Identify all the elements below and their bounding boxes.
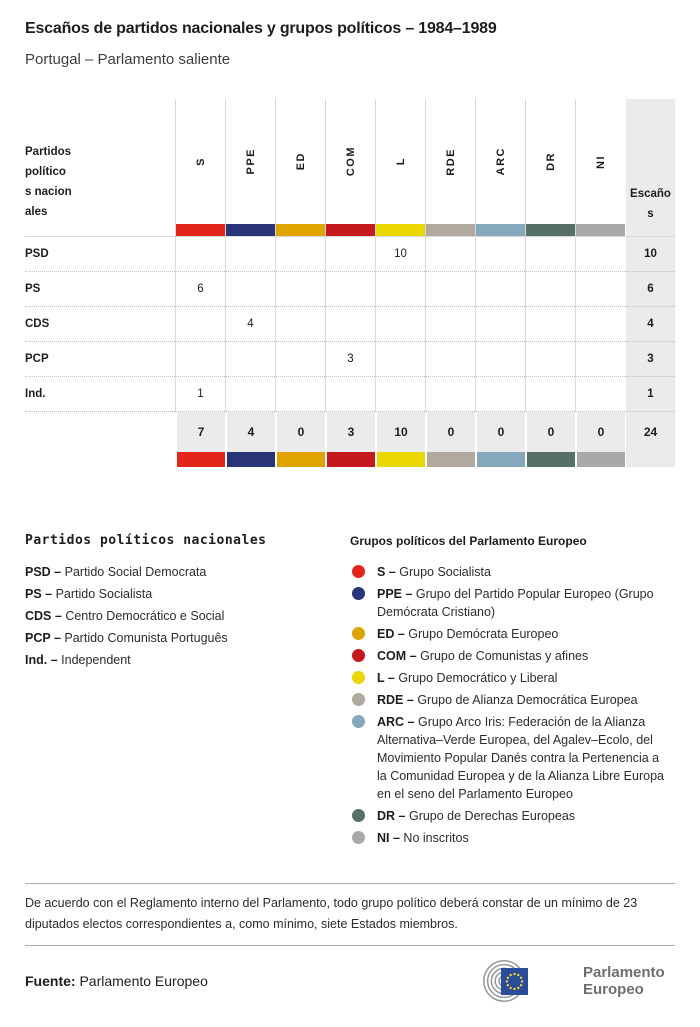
table-cell xyxy=(575,237,625,272)
table-cell xyxy=(525,307,575,342)
page-title: Escaños de partidos nacionales y grupos políticos – 1984–1989 xyxy=(25,20,497,37)
legend-party-item: Ind. – Independent xyxy=(25,653,131,667)
total-cell-dr: 0 xyxy=(525,412,575,452)
legend-group-item: ARC – Grupo Arco Iris: Federación de la Alianza Alternativa–Verde Europea, del Agalev–Ecolo, del Movimiento Popular Danés contra la Pertenencia a la Comunidad Europea y de la Alianza Libre Europa en el seno del Parlamento Europeo xyxy=(350,713,675,803)
bottom-bar-ppe xyxy=(225,452,275,467)
table-cell: 3 xyxy=(325,342,375,377)
source-row xyxy=(25,958,675,1004)
legend-dot-arc xyxy=(352,715,365,728)
column-header-ed: ED xyxy=(275,99,325,237)
total-cell-ppe: 4 xyxy=(225,412,275,452)
legend-dot-ni xyxy=(352,831,365,844)
column-header-arc: ARC xyxy=(475,99,525,237)
table-cell xyxy=(475,342,525,377)
table-cell xyxy=(275,377,325,412)
color-bar-rde xyxy=(426,224,475,236)
table-cell xyxy=(525,342,575,377)
bottom-bar-dr xyxy=(525,452,575,467)
table-cell xyxy=(425,307,475,342)
seats-cell: 1 xyxy=(625,377,675,412)
totals-row-spacer xyxy=(25,412,175,452)
table-cell xyxy=(575,307,625,342)
seats-cell: 6 xyxy=(625,272,675,307)
party-label: CDS xyxy=(25,307,175,342)
column-header-rde: RDE xyxy=(425,99,475,237)
party-label: PCP xyxy=(25,342,175,377)
legend-group-item: L – Grupo Democrático y Liberal xyxy=(350,669,675,687)
table-cell xyxy=(175,342,225,377)
eu-flag xyxy=(501,968,528,995)
table-cell xyxy=(275,237,325,272)
source-label: Fuente: xyxy=(25,973,76,989)
legend-group-item: PPE – Grupo del Partido Popular Europeo (Grupo Demócrata Cristiano) xyxy=(350,585,675,621)
legend-groups-heading: Grupos políticos del Parlamento Europeo xyxy=(350,534,587,548)
total-cell-ni: 0 xyxy=(575,412,625,452)
table-cell xyxy=(175,307,225,342)
table-cell xyxy=(375,377,425,412)
bottom-bar-com xyxy=(325,452,375,467)
column-header-ni: NI xyxy=(575,99,625,237)
table-cell xyxy=(325,377,375,412)
table-cell: 1 xyxy=(175,377,225,412)
infographic-page xyxy=(0,20,700,1004)
legend-group-item: NI – No inscritos xyxy=(350,829,675,847)
legend-political-groups xyxy=(350,533,675,851)
seats-table xyxy=(25,99,675,467)
table-cell xyxy=(475,377,525,412)
table-cell xyxy=(225,342,275,377)
legend-national-parties xyxy=(25,533,350,851)
table-cell xyxy=(525,237,575,272)
table-cell xyxy=(225,377,275,412)
table-cell xyxy=(525,272,575,307)
color-bar-dr xyxy=(526,224,575,236)
table-cell xyxy=(425,342,475,377)
bottom-bar-rde xyxy=(425,452,475,467)
total-cell-arc: 0 xyxy=(475,412,525,452)
table-cell xyxy=(325,272,375,307)
color-bar-ed xyxy=(276,224,325,236)
legend-group-item: RDE – Grupo de Alianza Democrática Europea xyxy=(350,691,675,709)
total-cell-l: 10 xyxy=(375,412,425,452)
table-cell xyxy=(325,237,375,272)
total-cell-com: 3 xyxy=(325,412,375,452)
legend-dot-rde xyxy=(352,693,365,706)
table-cell xyxy=(575,377,625,412)
divider xyxy=(25,945,675,946)
legend-group-item: ED – Grupo Demócrata Europeo xyxy=(350,625,675,643)
table-cell xyxy=(475,272,525,307)
table-cell xyxy=(525,377,575,412)
table-cell: 6 xyxy=(175,272,225,307)
table-cell xyxy=(275,342,325,377)
bottom-bar-arc xyxy=(475,452,525,467)
footnote: De acuerdo con el Reglamento interno del Parlamento, todo grupo político deberá constar de un mínimo de 23 diputados electos correspondientes a, como mínimo, siete Estados miembros. xyxy=(25,896,638,931)
table-cell xyxy=(175,237,225,272)
table-cell xyxy=(575,342,625,377)
legend-group-item: S – Grupo Socialista xyxy=(350,563,675,581)
legend-dot-com xyxy=(352,649,365,662)
column-header-l: L xyxy=(375,99,425,237)
bottom-bar-ni xyxy=(575,452,625,467)
color-bar-l xyxy=(376,224,425,236)
legend-parties-heading: Partidos políticos nacionales xyxy=(25,533,267,548)
ep-logo-graphic xyxy=(471,958,573,1004)
legend-party-item: PSD – Partido Social Democrata xyxy=(25,565,207,579)
legend-party-item: PS – Partido Socialista xyxy=(25,587,153,601)
table-cell xyxy=(375,272,425,307)
column-header-ppe: PPE xyxy=(225,99,275,237)
page-subtitle: Portugal – Parlamento saliente xyxy=(25,51,231,68)
bottom-bar-s xyxy=(175,452,225,467)
table-header-parties: Partidos políticos nacionales xyxy=(25,99,175,237)
table-cell: 4 xyxy=(225,307,275,342)
legend-group-item: COM – Grupo de Comunistas y afines xyxy=(350,647,675,665)
bottom-bar-l xyxy=(375,452,425,467)
total-cell-ed: 0 xyxy=(275,412,325,452)
legend-dot-l xyxy=(352,671,365,684)
table-cell xyxy=(375,307,425,342)
table-cell xyxy=(425,237,475,272)
table-cell xyxy=(325,307,375,342)
seats-cell: 10 xyxy=(625,237,675,272)
table-cell: 10 xyxy=(375,237,425,272)
seats-cell: 3 xyxy=(625,342,675,377)
column-header-dr: DR xyxy=(525,99,575,237)
table-cell xyxy=(375,342,425,377)
legend-section xyxy=(25,533,675,851)
legend-dot-s xyxy=(352,565,365,578)
party-label: PS xyxy=(25,272,175,307)
party-label: Ind. xyxy=(25,377,175,412)
ep-logo xyxy=(471,958,675,1004)
table-cell xyxy=(475,307,525,342)
color-bar-ppe xyxy=(226,224,275,236)
table-cell xyxy=(275,272,325,307)
source-text: Parlamento Europeo xyxy=(79,973,208,989)
table-cell xyxy=(575,272,625,307)
column-header-com: COM xyxy=(325,99,375,237)
total-seats-cell: 24 xyxy=(625,412,675,452)
legend-dot-ppe xyxy=(352,587,365,600)
table-cell xyxy=(475,237,525,272)
column-header-s: S xyxy=(175,99,225,237)
logo-wordmark: Parlamento Europeo xyxy=(583,964,665,998)
seats-column-footer xyxy=(625,452,675,467)
legend-party-item: PCP – Partido Comunista Português xyxy=(25,631,228,645)
column-header-seats: Escaños xyxy=(625,99,675,237)
table-cell xyxy=(225,272,275,307)
total-cell-s: 7 xyxy=(175,412,225,452)
seats-cell: 4 xyxy=(625,307,675,342)
total-cell-rde: 0 xyxy=(425,412,475,452)
table-cell xyxy=(425,272,475,307)
source xyxy=(25,973,208,989)
table-cell xyxy=(425,377,475,412)
table-cell xyxy=(275,307,325,342)
color-bar-arc xyxy=(476,224,525,236)
legend-dot-ed xyxy=(352,627,365,640)
color-bar-s xyxy=(176,224,225,236)
party-label: PSD xyxy=(25,237,175,272)
table-cell xyxy=(225,237,275,272)
legend-party-item: CDS – Centro Democrático e Social xyxy=(25,609,225,623)
legend-group-item: DR – Grupo de Derechas Europeas xyxy=(350,807,675,825)
bottom-bar-ed xyxy=(275,452,325,467)
legend-dot-dr xyxy=(352,809,365,822)
bar-row-spacer xyxy=(25,452,175,467)
divider xyxy=(25,883,675,884)
color-bar-com xyxy=(326,224,375,236)
color-bar-ni xyxy=(576,224,625,236)
